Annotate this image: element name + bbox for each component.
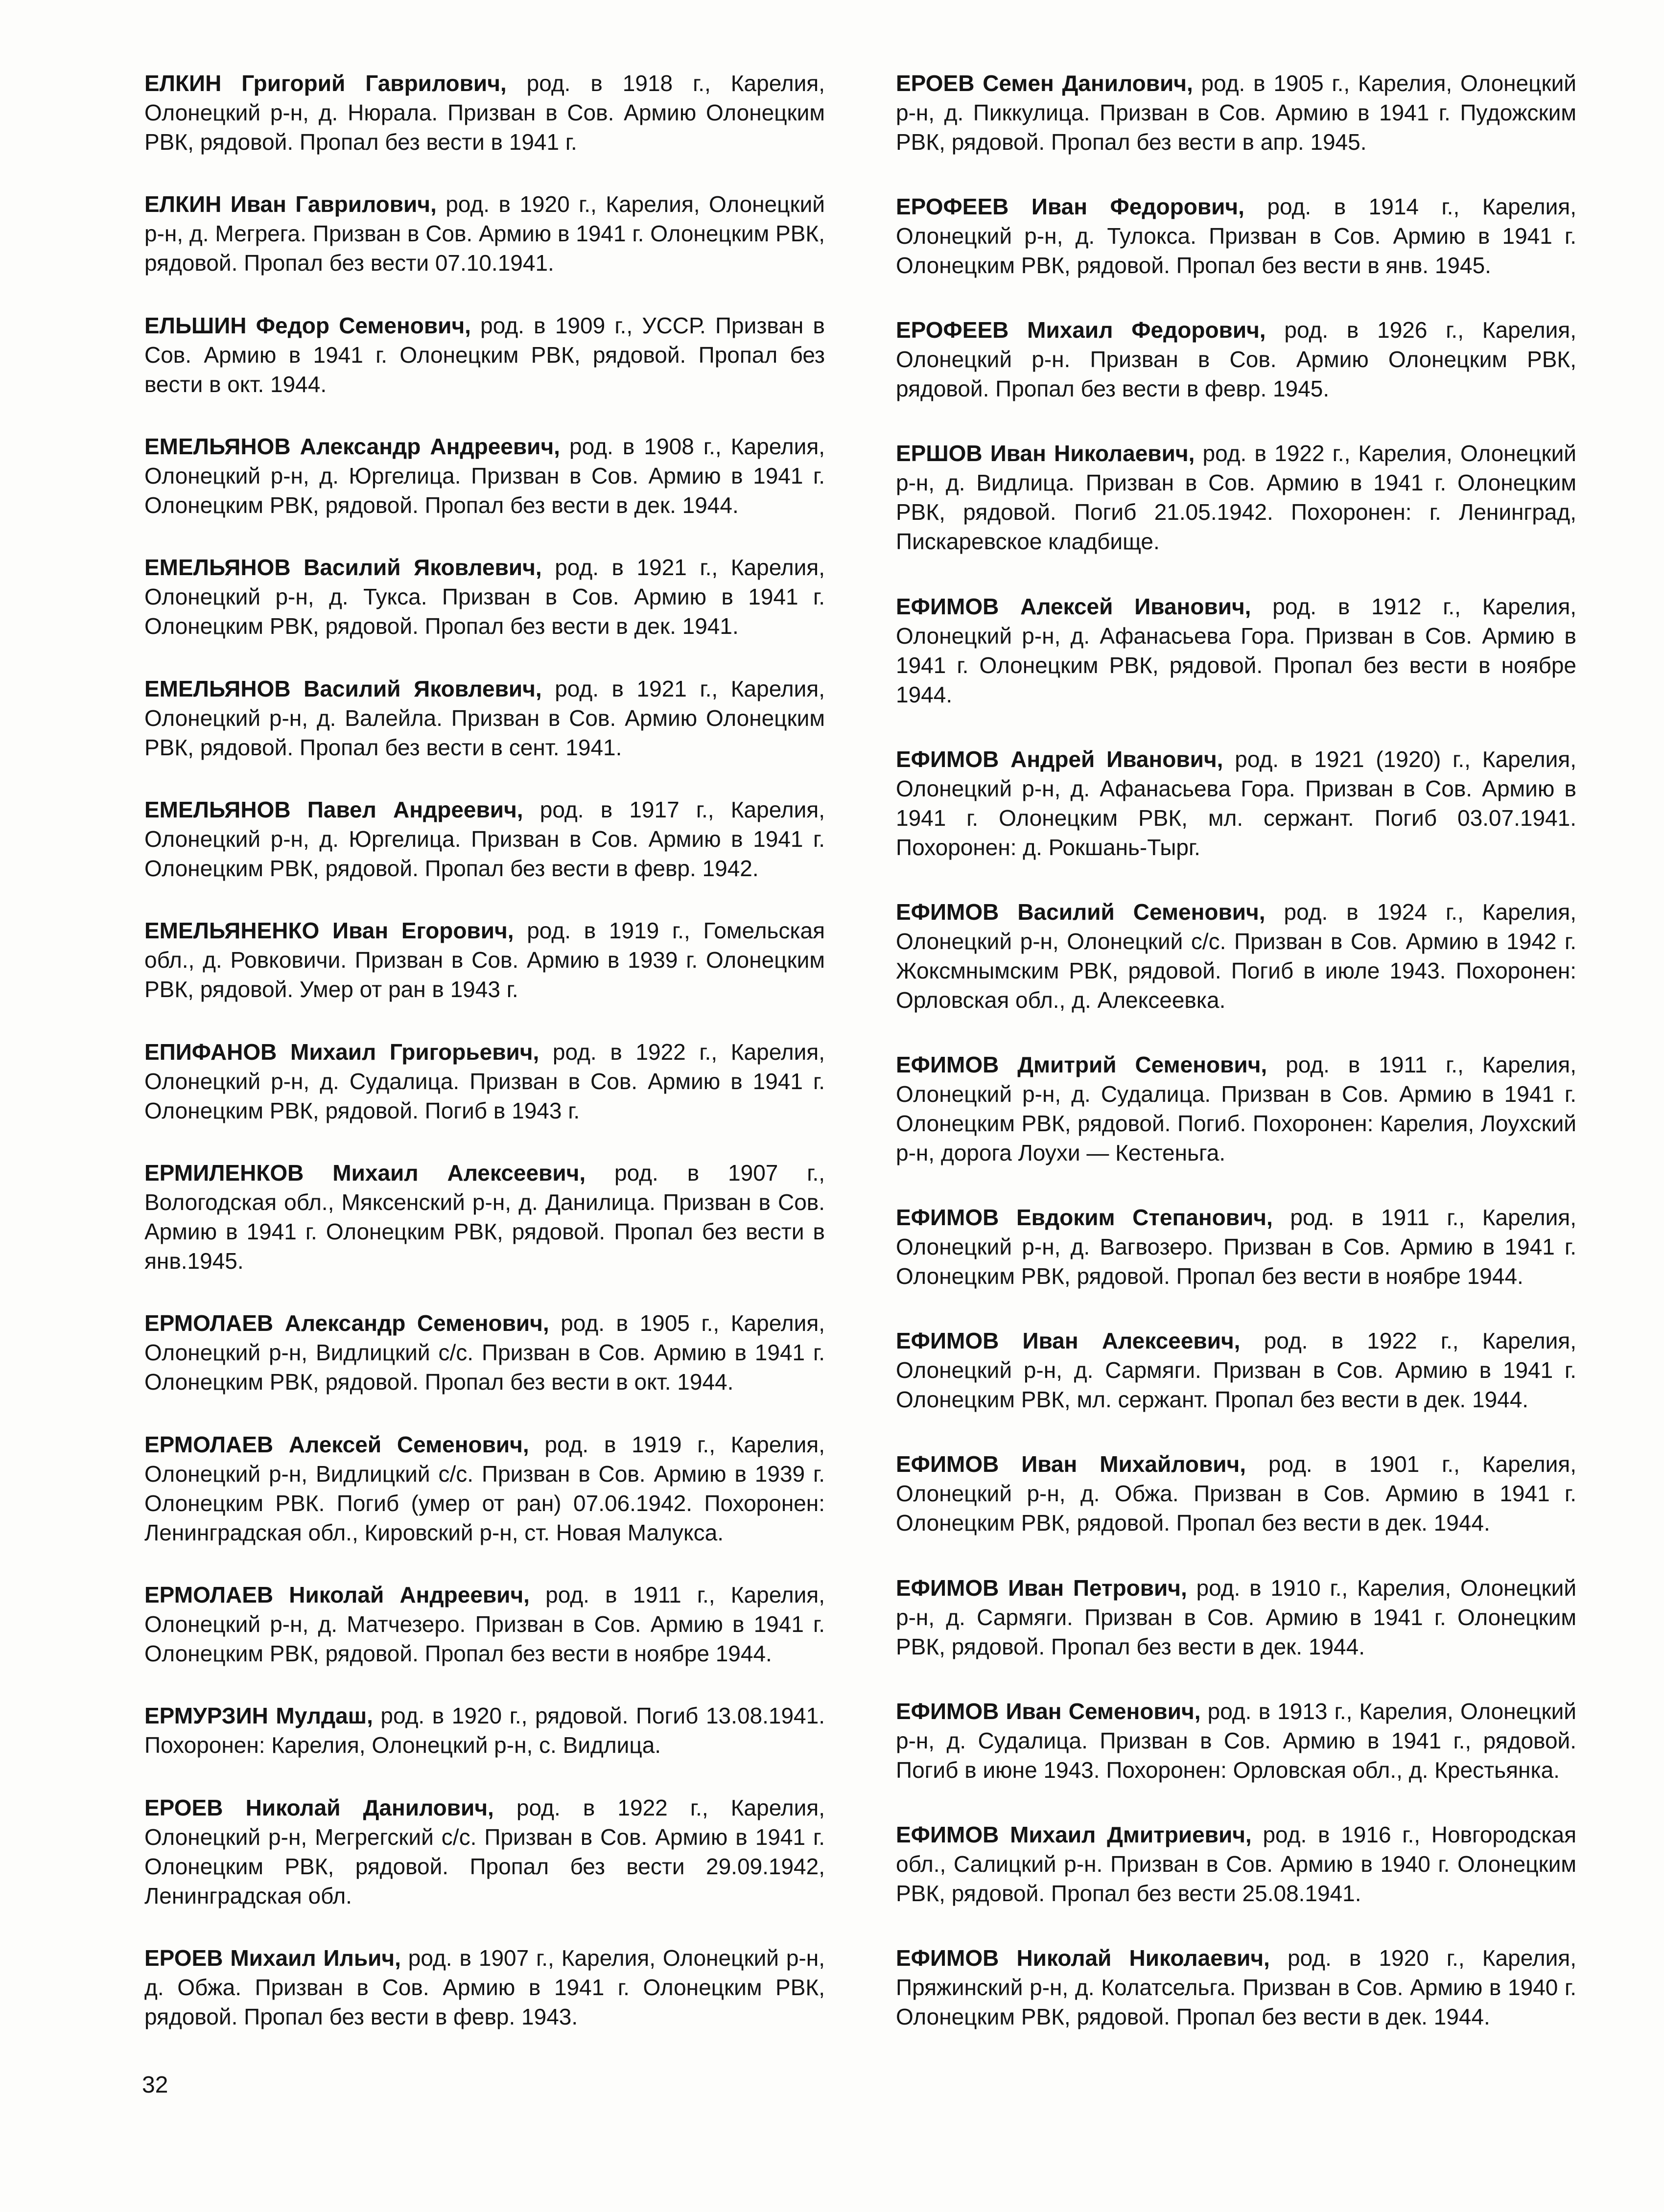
entry-text: род. в 1909 г., УССР. Призван в Сов. Армию в 1941 г. Олонецким РВК, рядовой. Пропал без вести в окт. 1944. [144, 312, 825, 397]
entry [144, 553, 825, 641]
entry-text: род. в 1920 г., Карелия, Пряжинский р-н, д. Колатсельга. Призван в Сов. Армию в 1940 г. Олонецким РВК, рядовой. Пропал без вести в дек. 1944. [896, 1945, 1576, 2029]
entry [896, 897, 1576, 1015]
entry-name: ЕМЕЛЬЯНОВ Василий Яковлевич, [144, 675, 542, 701]
entry-name: ЕМЕЛЬЯНОВ Василий Яковлевич, [144, 555, 542, 581]
entry [896, 315, 1576, 403]
entry [144, 1793, 825, 1910]
entry-text: род. в 1905 г., Карелия, Олонецкий р-н, д. Пиккулица. Призван в Сов. Армию в 1941 г. Пудожским РВК, рядовой. Пропал без вести в апр. 1945. [896, 70, 1577, 155]
entry-name: ЕРМОЛАЕВ Александр Семенович, [144, 1310, 549, 1336]
entry [144, 1158, 825, 1276]
entry-text: род. в 1919 г., Карелия, Олонецкий р-н, Видлицкий с/с. Призван в Сов. Армию в 1939 г. Олонецким РВК. Погиб (умер от ран) 07.06.1942. Похоронен: Ленинградская обл., Кировский р-н, ст. Новая Малукса. [144, 1431, 825, 1545]
entry-text: род. в 1912 г., Карелия, Олонецкий р-н, д. Афанасьева Гора. Призван в Сов. Армию в 1941 г. Олонецким РВК, рядовой. Пропал без вести в ноябре 1944. [896, 593, 1577, 707]
entry-name: ЕФИМОВ Василий Семенович, [896, 899, 1266, 925]
entry-name: ЕРМИЛЕНКОВ Михаил Алексеевич, [144, 1160, 586, 1186]
page-number: 32 [142, 2072, 168, 2098]
entry-name: ЕМЕЛЬЯНОВ Александр Андреевич, [144, 433, 560, 459]
entry-text: род. в 1920 г., Карелия, Олонецкий р-н, д. Мегрега. Призван в Сов. Армию в 1941 г. Олонецким РВК, рядовой. Пропал без вести 07.10.1941. [144, 191, 825, 276]
entry-text: род. в 1921 г., Карелия, Олонецкий р-н, д. Валейла. Призван в Сов. Армию Олонецким РВК, рядовой. Пропал без вести в сент. 1941. [144, 675, 825, 760]
entry-name: ЕФИМОВ Иван Семенович, [896, 1698, 1201, 1724]
entry-text: род. в 1924 г., Карелия, Олонецкий р-н, Олонецкий с/с. Призван в Сов. Армию в 1942 г. Жоксмнымским РВК, рядовой. Погиб в июле 1943. Похоронен: Орловская обл., д. Алексеевка. [896, 899, 1576, 1013]
entry-text: род. в 1910 г., Карелия, Олонецкий р-н, д. Сармяги. Призван в Сов. Армию в 1941 г. Олонецким РВК, рядовой. Пропал без вести в дек. 1944. [896, 1575, 1577, 1659]
entry-text: род. в 1922 г., Карелия, Олонецкий р-н, д. Судалица. Призван в Сов. Армию в 1941 г. Олонецким РВК, рядовой. Погиб в 1943 г. [144, 1039, 825, 1123]
entry [144, 69, 825, 157]
entry-name: ЕРМОЛАЕВ Николай Андреевич, [144, 1582, 530, 1607]
entry-name: ЕФИМОВ Иван Петрович, [896, 1575, 1187, 1601]
entry-name: ЕФИМОВ Андрей Иванович, [896, 746, 1223, 772]
entry [896, 439, 1576, 556]
entry [896, 1573, 1576, 1661]
entry-text: род. в 1911 г., Карелия, Олонецкий р-н, д. Матчезеро. Призван в Сов. Армию в 1941 г. Олонецким РВК, рядовой. Пропал без вести в ноябре 1944. [144, 1582, 825, 1666]
entry-name: ЕФИМОВ Михаил Дмитриевич, [896, 1821, 1252, 1847]
entry [144, 1580, 825, 1668]
right-column [896, 69, 1576, 2031]
entry-name: ЕФИМОВ Алексей Иванович, [896, 593, 1251, 619]
entry [896, 1697, 1576, 1785]
entry-text: род. в 1918 г., Карелия, Олонецкий р-н, д. Нюрала. Призван в Сов. Армию Олонецким РВК, рядовой. Пропал без вести в 1941 г. [144, 70, 825, 155]
entry [144, 1037, 825, 1125]
entry-name: ЕМЕЛЬЯНОВ Павел Андреевич, [144, 796, 523, 822]
entry [144, 189, 825, 278]
entry [896, 1449, 1576, 1537]
entry-text: род. в 1911 г., Карелия, Олонецкий р-н, д. Судалица. Призван в Сов. Армию в 1941 г. Олонецким РВК, рядовой. Погиб. Похоронен: Карелия, Лоухский р-н, дорога Лоухи — Кестеньга. [896, 1051, 1576, 1165]
entry-name: ЕРМОЛАЕВ Алексей Семенович, [144, 1431, 529, 1457]
entry [144, 674, 825, 762]
entry-name: ЕРМУРЗИН Мулдаш, [144, 1703, 373, 1729]
entry-name: ЕРШОВ Иван Николаевич, [896, 441, 1195, 466]
entry-name: ЕФИМОВ Евдоким Степанович, [896, 1205, 1273, 1231]
entry-name: ЕЛКИН Иван Гаврилович, [144, 191, 437, 217]
entry-name: ЕРОЕВ Михаил Ильич, [144, 1945, 401, 1971]
entry [896, 1050, 1576, 1167]
entry-text: род. в 1907 г., Вологодская обл., Мяксенский р-н, д. Данилица. Призван в Сов. Армию в 1941 г. Олонецким РВК, рядовой. Пропал без вести в янв.1945. [144, 1160, 825, 1274]
entry-text: род. в 1921 г., Карелия, Олонецкий р-н, д. Тукса. Призван в Сов. Армию в 1941 г. Олонецким РВК, рядовой. Пропал без вести в дек. 1941. [144, 555, 825, 639]
entry [144, 1943, 825, 2031]
entry [144, 311, 825, 399]
entry-text: род. в 1905 г., Карелия, Олонецкий р-н, Видлицкий с/с. Призван в Сов. Армию в 1941 г. Олонецким РВК, рядовой. Пропал без вести в окт. 1944. [144, 1310, 825, 1395]
entry-name: ЕМЕЛЬЯНЕНКО Иван Егорович, [144, 918, 514, 944]
entry-text: род. в 1919 г., Гомельская обл., д. Ровковичи. Призван в Сов. Армию в 1939 г. Олонецким РВК, рядовой. Умер от ран в 1943 г. [144, 918, 825, 1002]
entry [144, 1701, 825, 1760]
entry-name: ЕРОФЕЕВ Михаил Федорович, [896, 317, 1266, 343]
entry-name: ЕРОФЕЕВ Иван Федорович, [896, 194, 1244, 220]
entry-text: род. в 1907 г., Карелия, Олонецкий р-н, д. Обжа. Призван в Сов. Армию в 1941 г. Олонецким РВК, рядовой. Пропал без вести в февр. 1943. [144, 1945, 825, 2029]
entry-text: род. в 1922 г., Карелия, Олонецкий р-н, д. Сармяги. Призван в Сов. Армию в 1941 г. Олонецким РВК, мл. сержант. Пропал без вести в дек. 1944. [896, 1328, 1576, 1413]
entry [144, 1308, 825, 1397]
entry-text: род. в 1914 г., Карелия, Олонецкий р-н, д. Тулокса. Призван в Сов. Армию в 1941 г. Олонецким РВК, рядовой. Пропал без вести в янв. 1945. [896, 194, 1576, 279]
entry-text: род. в 1901 г., Карелия, Олонецкий р-н, д. Обжа. Призван в Сов. Армию в 1941 г. Олонецким РВК, рядовой. Пропал без вести в дек. 1944. [896, 1451, 1576, 1536]
entry [144, 1430, 825, 1547]
left-column [144, 69, 825, 2031]
entry-name: ЕРОЕВ Семен Данилович, [896, 70, 1193, 96]
entry [896, 192, 1576, 280]
entry-text: род. в 1917 г., Карелия, Олонецкий р-н, д. Юргелица. Призван в Сов. Армию в 1941 г. Олонецким РВК, рядовой. Пропал без вести в февр. 1942. [144, 796, 825, 881]
entry [144, 795, 825, 883]
entry-name: ЕПИФАНОВ Михаил Григорьевич, [144, 1039, 539, 1065]
entry-name: ЕФИМОВ Иван Алексеевич, [896, 1328, 1241, 1354]
entry-text: род. в 1921 (1920) г., Карелия, Олонецкий р-н, д. Афанасьева Гора. Призван в Сов. Армию в 1941 г. Олонецким РВК, мл. сержант. Погиб 03.07.1941. Похоронен: д. Рокшань-Тырг. [896, 746, 1576, 860]
entry [896, 69, 1576, 157]
entry-text: род. в 1922 г., Карелия, Олонецкий р-н, д. Видлица. Призван в Сов. Армию в 1941 г. Олонецким РВК, рядовой. Погиб 21.05.1942. Похоронен: г. Ленинград, Пискаревское кладбище. [896, 441, 1576, 555]
entry [896, 1943, 1576, 2031]
entry-text: род. в 1922 г., Карелия, Олонецкий р-н, Мегрегский с/с. Призван в Сов. Армию в 1941 г. Олонецким РВК, рядовой. Пропал без вести 29.09.1942, Ленинградская обл. [144, 1794, 825, 1909]
entry-text: род. в 1926 г., Карелия, Олонецкий р-н. Призван в Сов. Армию Олонецким РВК, рядовой. Пропал без вести в февр. 1945. [896, 317, 1576, 402]
entry-text: род. в 1916 г., Новгородская обл., Салицкий р-н. Призван в Сов. Армию в 1940 г. Олонецким РВК, рядовой. Пропал без вести 25.08.1941. [896, 1821, 1576, 1906]
entry-text: род. в 1911 г., Карелия, Олонецкий р-н, д. Вагвозеро. Призван в Сов. Армию в 1941 г. Олонецким РВК, рядовой. Пропал без вести в ноябре 1944. [896, 1205, 1576, 1289]
entry [144, 916, 825, 1004]
entry [896, 1820, 1576, 1908]
entry-name: ЕЛЬШИН Федор Семенович, [144, 312, 471, 338]
entry-text: род. в 1908 г., Карелия, Олонецкий р-н, д. Юргелица. Призван в Сов. Армию в 1941 г. Олонецким РВК, рядовой. Пропал без вести в дек. 1944. [144, 433, 825, 518]
entry-name: ЕЛКИН Григорий Гаврилович, [144, 70, 507, 96]
entry [896, 745, 1576, 862]
entry-name: ЕРОЕВ Николай Данилович, [144, 1794, 494, 1820]
entry [896, 1203, 1576, 1291]
entry [896, 592, 1576, 709]
entry-name: ЕФИМОВ Дмитрий Семенович, [896, 1051, 1267, 1077]
entry-name: ЕФИМОВ Николай Николаевич, [896, 1945, 1270, 1971]
entry [896, 1326, 1576, 1414]
entry-text: род. в 1913 г., Карелия, Олонецкий р-н, д. Судалица. Призван в Сов. Армию в 1941 г., рядовой. Погиб в июне 1943. Похоронен: Орловская обл., д. Крестьянка. [896, 1698, 1576, 1783]
entry-name: ЕФИМОВ Иван Михайлович, [896, 1451, 1246, 1477]
entry [144, 432, 825, 520]
entry-text: род. в 1920 г., рядовой. Погиб 13.08.1941. Похоронен: Карелия, Олонецкий р-н, с. Видлица. [144, 1703, 825, 1758]
